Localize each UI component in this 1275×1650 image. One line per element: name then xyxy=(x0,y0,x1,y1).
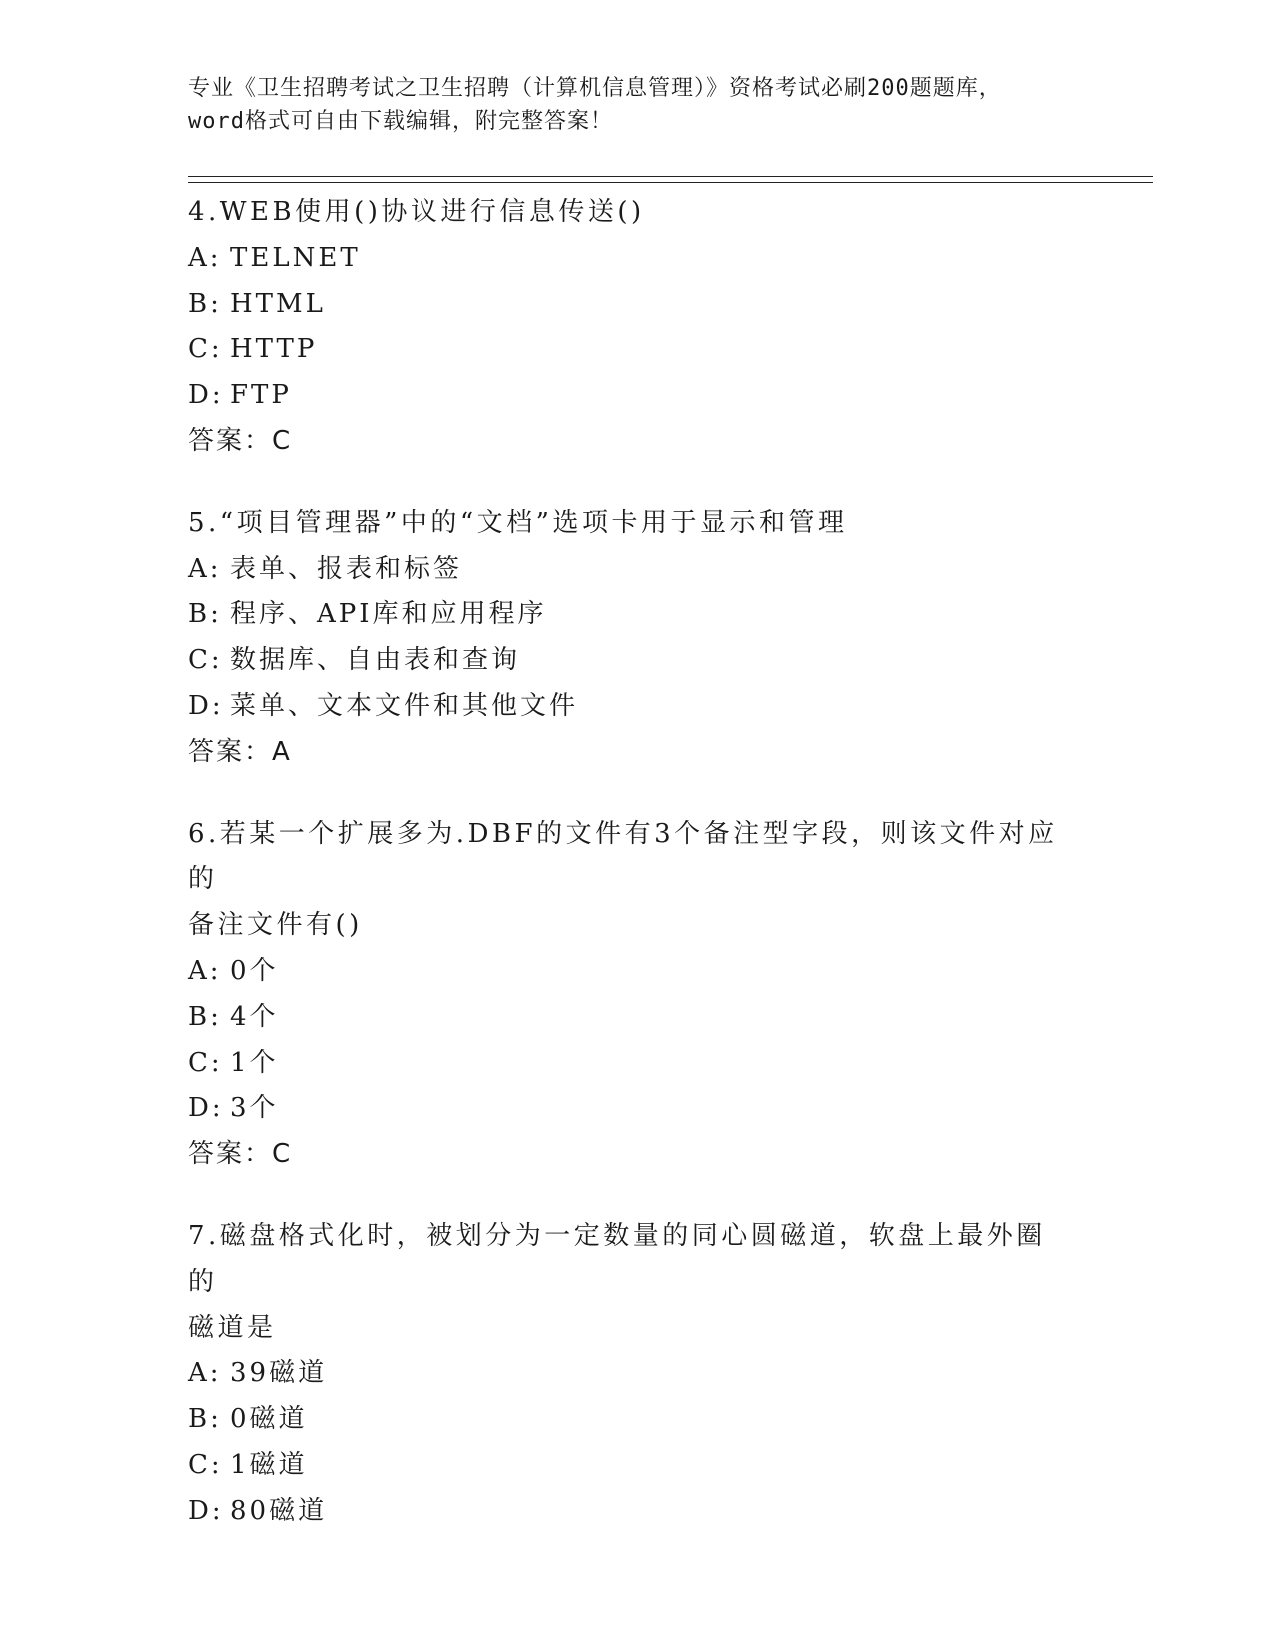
option-text: 1个 xyxy=(230,1047,279,1078)
option-text: 表单、报表和标签 xyxy=(230,553,463,584)
option-a xyxy=(188,1351,1068,1397)
option-label: A: xyxy=(188,553,222,584)
option-label: D: xyxy=(188,690,224,721)
answer-line: 答案：C xyxy=(188,1139,293,1170)
question-stem: 5.“项目管理器”中的“文档”选项卡用于显示和管理 xyxy=(188,507,848,538)
option-c xyxy=(188,327,1068,373)
option-text: 1磁道 xyxy=(230,1449,308,1480)
question-stem: 4.WEB使用()协议进行信息传送() xyxy=(188,197,645,227)
option-c xyxy=(188,1041,1068,1087)
option-label: D: xyxy=(188,380,224,411)
option-a xyxy=(188,236,1068,282)
option-text: 3个 xyxy=(230,1093,279,1124)
option-label: A: xyxy=(188,242,222,273)
question-6 xyxy=(188,812,1068,1178)
option-text: 4个 xyxy=(230,1001,279,1032)
option-text: 数据库、自由表和查询 xyxy=(230,645,521,676)
option-label: A: xyxy=(188,955,222,986)
option-d xyxy=(188,1086,1068,1132)
option-label: D: xyxy=(188,1495,224,1526)
option-label: D: xyxy=(188,1093,224,1124)
question-stem-line-2: 磁道是 xyxy=(188,1312,277,1343)
option-label: C: xyxy=(188,1047,223,1078)
question-list xyxy=(188,190,1068,1571)
header-rule-bottom xyxy=(188,182,1153,183)
option-label: C: xyxy=(188,645,223,676)
option-text: 0磁道 xyxy=(230,1404,308,1435)
option-c xyxy=(188,638,1068,684)
option-b xyxy=(188,995,1068,1041)
option-label: B: xyxy=(188,599,222,630)
option-d xyxy=(188,1489,1068,1535)
option-d xyxy=(188,373,1068,419)
question-stem-line-1: 7.磁盘格式化时，被划分为一定数量的同心圆磁道，软盘上最外圈的 xyxy=(188,1220,1046,1297)
option-label: C: xyxy=(188,334,223,365)
question-stem-line-2: 备注文件有() xyxy=(188,910,363,941)
question-7 xyxy=(188,1214,1068,1535)
option-text: FTP xyxy=(230,380,292,411)
header-line-1: 专业《卫生招聘考试之卫生招聘（计算机信息管理）》资格考试必刷200题题库， xyxy=(188,76,1002,101)
option-b xyxy=(188,282,1068,328)
option-text: 菜单、文本文件和其他文件 xyxy=(230,690,579,721)
option-label: B: xyxy=(188,288,222,319)
option-c xyxy=(188,1443,1068,1489)
option-a xyxy=(188,547,1068,593)
option-a xyxy=(188,949,1068,995)
option-label: C: xyxy=(188,1449,223,1480)
option-label: A: xyxy=(188,1358,222,1389)
option-text: TELNET xyxy=(230,242,361,273)
option-d xyxy=(188,684,1068,730)
question-4 xyxy=(188,190,1068,465)
document-header xyxy=(188,72,1088,138)
option-label: B: xyxy=(188,1404,222,1435)
option-text: 程序、API库和应用程序 xyxy=(230,599,547,630)
answer-line: 答案：A xyxy=(188,736,292,767)
option-text: 80磁道 xyxy=(230,1495,328,1526)
option-text: HTML xyxy=(230,288,326,319)
header-line-2: word格式可自由下载编辑，附完整答案！ xyxy=(188,109,613,134)
question-5 xyxy=(188,501,1068,776)
option-b xyxy=(188,592,1068,638)
header-rule-top xyxy=(188,176,1153,177)
option-text: HTTP xyxy=(230,334,318,365)
option-text: 39磁道 xyxy=(230,1358,328,1389)
option-label: B: xyxy=(188,1001,222,1032)
question-stem-line-1: 6.若某一个扩展多为.DBF的文件有3个备注型字段，则该文件对应的 xyxy=(188,818,1058,895)
option-text: 0个 xyxy=(230,955,279,986)
answer-line: 答案：C xyxy=(188,425,293,456)
option-b xyxy=(188,1397,1068,1443)
